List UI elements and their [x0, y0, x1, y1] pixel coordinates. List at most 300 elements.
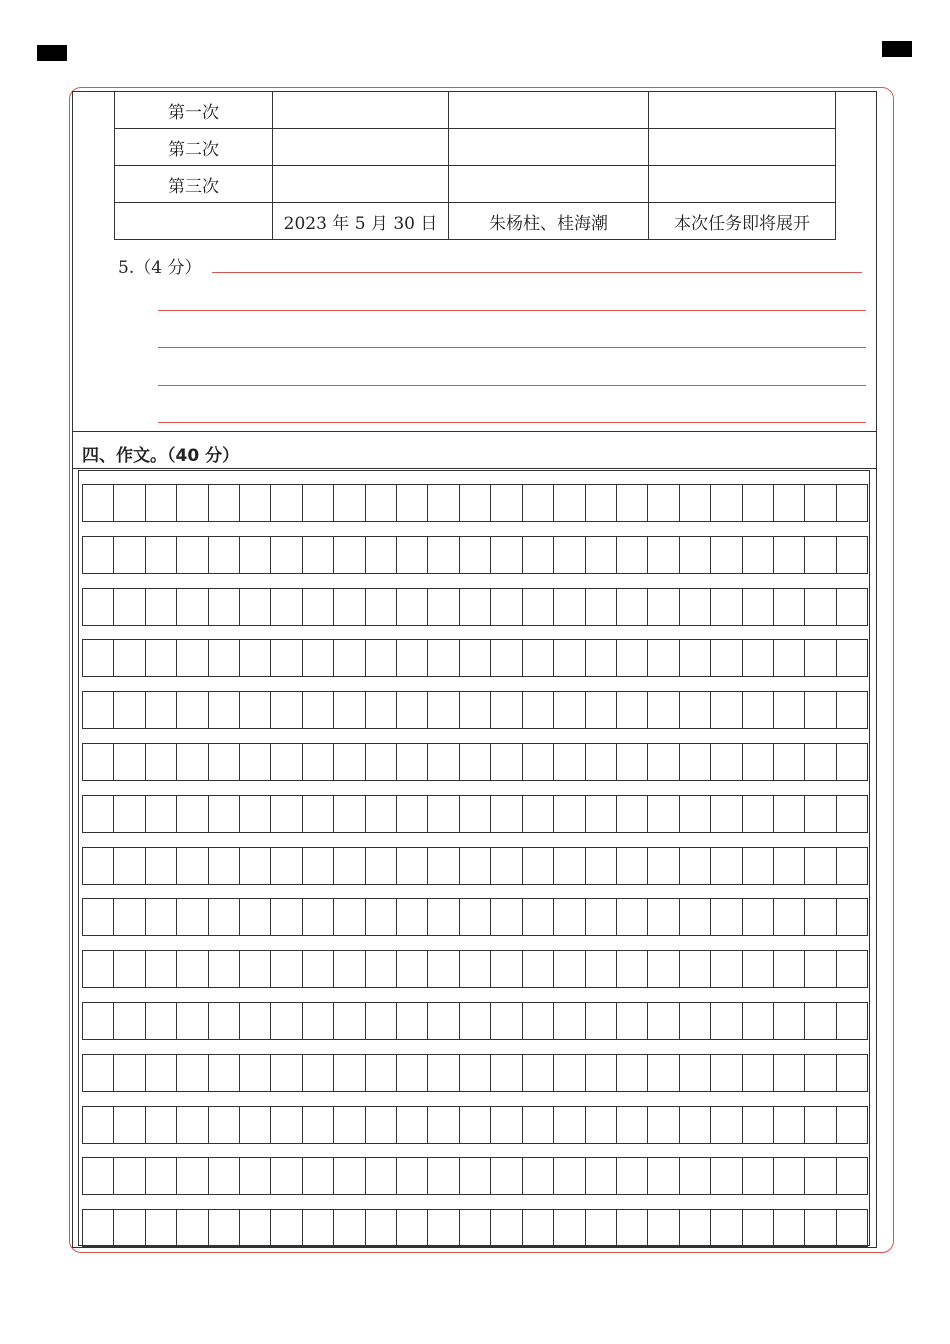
- essay-grid-cell[interactable]: [805, 589, 836, 625]
- essay-grid-cell[interactable]: [303, 1003, 334, 1039]
- essay-grid-cell[interactable]: [680, 951, 711, 987]
- essay-grid-cell[interactable]: [303, 1210, 334, 1246]
- essay-grid-cell[interactable]: [303, 1055, 334, 1091]
- essay-grid-cell[interactable]: [586, 1055, 617, 1091]
- essay-grid-cell[interactable]: [334, 537, 365, 573]
- essay-grid-cell[interactable]: [428, 1158, 459, 1194]
- essay-grid-cell[interactable]: [837, 1107, 868, 1143]
- essay-grid-cell[interactable]: [523, 1055, 554, 1091]
- essay-grid-cell[interactable]: [774, 848, 805, 884]
- essay-grid-cell[interactable]: [334, 744, 365, 780]
- essay-grid-cell[interactable]: [146, 1210, 177, 1246]
- essay-grid-cell[interactable]: [114, 1055, 145, 1091]
- essay-grid-cell[interactable]: [366, 899, 397, 935]
- essay-grid-cell[interactable]: [491, 744, 522, 780]
- essay-grid-cell[interactable]: [491, 1003, 522, 1039]
- essay-grid-cell[interactable]: [491, 537, 522, 573]
- essay-grid-cell[interactable]: [648, 589, 679, 625]
- essay-grid-cell[interactable]: [209, 537, 240, 573]
- essay-grid-cell[interactable]: [271, 1107, 302, 1143]
- essay-grid-cell[interactable]: [523, 1003, 554, 1039]
- essay-grid-cell[interactable]: [146, 485, 177, 521]
- essay-grid-cell[interactable]: [586, 796, 617, 832]
- essay-grid-cell[interactable]: [428, 640, 459, 676]
- essay-grid-cell[interactable]: [554, 1158, 585, 1194]
- essay-grid-cell[interactable]: [146, 1055, 177, 1091]
- essay-grid-cell[interactable]: [271, 1003, 302, 1039]
- essay-grid-cell[interactable]: [209, 485, 240, 521]
- essay-grid-cell[interactable]: [397, 640, 428, 676]
- essay-grid-cell[interactable]: [586, 744, 617, 780]
- essay-grid-cell[interactable]: [177, 744, 208, 780]
- essay-grid-cell[interactable]: [680, 537, 711, 573]
- answer-line[interactable]: [158, 310, 866, 311]
- essay-grid-cell[interactable]: [428, 692, 459, 728]
- essay-grid-cell[interactable]: [177, 951, 208, 987]
- essay-grid-cell[interactable]: [146, 951, 177, 987]
- essay-grid-cell[interactable]: [114, 537, 145, 573]
- essay-grid-cell[interactable]: [334, 1210, 365, 1246]
- essay-grid-cell[interactable]: [491, 1210, 522, 1246]
- essay-grid-cell[interactable]: [648, 1107, 679, 1143]
- essay-grid-cell[interactable]: [711, 1055, 742, 1091]
- essay-grid-cell[interactable]: [774, 744, 805, 780]
- essay-grid-cell[interactable]: [774, 1003, 805, 1039]
- essay-grid-cell[interactable]: [680, 848, 711, 884]
- essay-grid-cell[interactable]: [146, 1003, 177, 1039]
- essay-grid-cell[interactable]: [648, 899, 679, 935]
- essay-grid-cell[interactable]: [805, 1055, 836, 1091]
- essay-grid-cell[interactable]: [711, 951, 742, 987]
- essay-grid-cell[interactable]: [177, 848, 208, 884]
- essay-grid-cell[interactable]: [711, 1210, 742, 1246]
- essay-grid-cell[interactable]: [397, 537, 428, 573]
- essay-grid-cell[interactable]: [837, 1158, 868, 1194]
- essay-grid-cell[interactable]: [271, 744, 302, 780]
- essay-grid-cell[interactable]: [617, 796, 648, 832]
- essay-grid-cell[interactable]: [428, 1107, 459, 1143]
- essay-grid-cell[interactable]: [586, 485, 617, 521]
- essay-grid-cell[interactable]: [648, 537, 679, 573]
- essay-grid-cell[interactable]: [177, 640, 208, 676]
- essay-grid-cell[interactable]: [83, 796, 114, 832]
- essay-grid-cell[interactable]: [334, 796, 365, 832]
- essay-grid-cell[interactable]: [271, 951, 302, 987]
- essay-grid-cell[interactable]: [680, 1003, 711, 1039]
- answer-line[interactable]: [158, 385, 866, 386]
- date-cell[interactable]: [273, 166, 449, 203]
- essay-grid-cell[interactable]: [177, 589, 208, 625]
- essay-grid-cell[interactable]: [366, 692, 397, 728]
- essay-grid-cell[interactable]: [114, 640, 145, 676]
- essay-grid-cell[interactable]: [460, 848, 491, 884]
- essay-grid-cell[interactable]: [617, 1107, 648, 1143]
- essay-grid-cell[interactable]: [428, 1210, 459, 1246]
- essay-grid-cell[interactable]: [617, 589, 648, 625]
- date-cell[interactable]: [273, 129, 449, 166]
- essay-grid-cell[interactable]: [397, 589, 428, 625]
- essay-grid-cell[interactable]: [209, 1107, 240, 1143]
- essay-grid-cell[interactable]: [460, 537, 491, 573]
- essay-grid-cell[interactable]: [303, 796, 334, 832]
- essay-grid-cell[interactable]: [523, 1158, 554, 1194]
- essay-grid-cell[interactable]: [648, 1055, 679, 1091]
- essay-grid-cell[interactable]: [114, 848, 145, 884]
- essay-grid-cell[interactable]: [240, 1210, 271, 1246]
- essay-grid-cell[interactable]: [114, 692, 145, 728]
- essay-grid-cell[interactable]: [240, 796, 271, 832]
- essay-grid-cell[interactable]: [303, 744, 334, 780]
- essay-grid-cell[interactable]: [114, 1158, 145, 1194]
- essay-grid-cell[interactable]: [586, 537, 617, 573]
- essay-grid-cell[interactable]: [774, 796, 805, 832]
- essay-grid-cell[interactable]: [805, 951, 836, 987]
- essay-grid-cell[interactable]: [743, 589, 774, 625]
- essay-grid-cell[interactable]: [711, 1158, 742, 1194]
- essay-grid-cell[interactable]: [83, 951, 114, 987]
- essay-grid-cell[interactable]: [83, 1055, 114, 1091]
- essay-grid-cell[interactable]: [648, 640, 679, 676]
- essay-grid-cell[interactable]: [271, 537, 302, 573]
- essay-grid-cell[interactable]: [209, 796, 240, 832]
- essay-grid-cell[interactable]: [711, 899, 742, 935]
- essay-grid-cell[interactable]: [460, 485, 491, 521]
- essay-grid-cell[interactable]: [177, 796, 208, 832]
- essay-grid-cell[interactable]: [271, 1158, 302, 1194]
- essay-grid-cell[interactable]: [83, 640, 114, 676]
- essay-grid-cell[interactable]: [460, 640, 491, 676]
- essay-grid-cell[interactable]: [680, 899, 711, 935]
- essay-grid-cell[interactable]: [554, 589, 585, 625]
- essay-grid-cell[interactable]: [240, 951, 271, 987]
- essay-grid-cell[interactable]: [209, 848, 240, 884]
- essay-grid-cell[interactable]: [209, 744, 240, 780]
- essay-grid-cell[interactable]: [271, 796, 302, 832]
- essay-grid-cell[interactable]: [146, 1158, 177, 1194]
- essay-grid-cell[interactable]: [83, 692, 114, 728]
- answer-line[interactable]: [158, 422, 866, 423]
- essay-grid-cell[interactable]: [177, 899, 208, 935]
- essay-grid-cell[interactable]: [648, 1158, 679, 1194]
- essay-grid-cell[interactable]: [586, 1107, 617, 1143]
- essay-grid-cell[interactable]: [271, 640, 302, 676]
- essay-grid-cell[interactable]: [743, 1003, 774, 1039]
- essay-grid-cell[interactable]: [774, 899, 805, 935]
- people-cell[interactable]: [449, 166, 649, 203]
- essay-grid-cell[interactable]: [586, 589, 617, 625]
- essay-grid-cell[interactable]: [303, 848, 334, 884]
- note-cell[interactable]: [649, 92, 836, 129]
- essay-grid-cell[interactable]: [586, 1210, 617, 1246]
- essay-grid-cell[interactable]: [209, 589, 240, 625]
- essay-grid-cell[interactable]: [711, 744, 742, 780]
- essay-grid-cell[interactable]: [114, 1107, 145, 1143]
- essay-grid-cell[interactable]: [240, 692, 271, 728]
- essay-grid-cell[interactable]: [774, 1210, 805, 1246]
- essay-grid-cell[interactable]: [366, 1210, 397, 1246]
- essay-grid-cell[interactable]: [743, 899, 774, 935]
- essay-grid-cell[interactable]: [460, 899, 491, 935]
- essay-grid-cell[interactable]: [491, 796, 522, 832]
- essay-grid-cell[interactable]: [523, 744, 554, 780]
- essay-grid-cell[interactable]: [680, 1210, 711, 1246]
- essay-grid-cell[interactable]: [648, 744, 679, 780]
- essay-grid-cell[interactable]: [366, 1003, 397, 1039]
- essay-grid-cell[interactable]: [837, 1003, 868, 1039]
- essay-grid-cell[interactable]: [711, 640, 742, 676]
- essay-grid-cell[interactable]: [774, 1158, 805, 1194]
- essay-grid-cell[interactable]: [397, 951, 428, 987]
- essay-grid-cell[interactable]: [271, 1055, 302, 1091]
- essay-grid-cell[interactable]: [428, 485, 459, 521]
- essay-grid-cell[interactable]: [334, 1003, 365, 1039]
- essay-grid-cell[interactable]: [303, 485, 334, 521]
- essay-grid-cell[interactable]: [554, 537, 585, 573]
- essay-grid-cell[interactable]: [743, 1055, 774, 1091]
- essay-grid-cell[interactable]: [523, 537, 554, 573]
- people-cell[interactable]: [449, 129, 649, 166]
- essay-grid-cell[interactable]: [774, 589, 805, 625]
- essay-grid-cell[interactable]: [83, 1210, 114, 1246]
- essay-grid-cell[interactable]: [554, 1055, 585, 1091]
- essay-grid-cell[interactable]: [334, 848, 365, 884]
- essay-grid-cell[interactable]: [617, 1003, 648, 1039]
- essay-grid-cell[interactable]: [428, 899, 459, 935]
- essay-grid-cell[interactable]: [648, 951, 679, 987]
- essay-grid-cell[interactable]: [303, 640, 334, 676]
- essay-grid-cell[interactable]: [523, 1210, 554, 1246]
- essay-grid-cell[interactable]: [240, 1158, 271, 1194]
- essay-grid-cell[interactable]: [397, 796, 428, 832]
- essay-grid-cell[interactable]: [554, 899, 585, 935]
- essay-grid-cell[interactable]: [774, 1107, 805, 1143]
- essay-grid-cell[interactable]: [114, 589, 145, 625]
- essay-grid-cell[interactable]: [240, 899, 271, 935]
- essay-grid-cell[interactable]: [617, 1158, 648, 1194]
- essay-grid-cell[interactable]: [397, 1055, 428, 1091]
- essay-grid-cell[interactable]: [460, 951, 491, 987]
- essay-grid-cell[interactable]: [837, 692, 868, 728]
- essay-grid-cell[interactable]: [460, 1158, 491, 1194]
- essay-grid-cell[interactable]: [146, 589, 177, 625]
- essay-grid-cell[interactable]: [334, 589, 365, 625]
- essay-grid-cell[interactable]: [837, 796, 868, 832]
- essay-grid-cell[interactable]: [586, 848, 617, 884]
- essay-grid-cell[interactable]: [428, 1055, 459, 1091]
- essay-grid-cell[interactable]: [743, 796, 774, 832]
- essay-grid-cell[interactable]: [491, 1055, 522, 1091]
- essay-grid-cell[interactable]: [397, 692, 428, 728]
- essay-grid-cell[interactable]: [240, 589, 271, 625]
- essay-grid-cell[interactable]: [397, 1210, 428, 1246]
- note-cell[interactable]: [649, 129, 836, 166]
- essay-grid-cell[interactable]: [83, 485, 114, 521]
- essay-grid-cell[interactable]: [271, 589, 302, 625]
- answer-line[interactable]: [158, 347, 866, 348]
- essay-grid-cell[interactable]: [774, 640, 805, 676]
- essay-grid-cell[interactable]: [743, 951, 774, 987]
- essay-grid-cell[interactable]: [523, 640, 554, 676]
- essay-grid-cell[interactable]: [648, 848, 679, 884]
- essay-grid-cell[interactable]: [240, 744, 271, 780]
- essay-grid-cell[interactable]: [837, 640, 868, 676]
- essay-grid-cell[interactable]: [743, 640, 774, 676]
- essay-grid-cell[interactable]: [554, 1003, 585, 1039]
- essay-grid-cell[interactable]: [460, 589, 491, 625]
- essay-grid-cell[interactable]: [114, 485, 145, 521]
- essay-grid-cell[interactable]: [209, 692, 240, 728]
- essay-grid-cell[interactable]: [114, 1003, 145, 1039]
- essay-grid-cell[interactable]: [177, 692, 208, 728]
- essay-grid-cell[interactable]: [523, 589, 554, 625]
- essay-grid-cell[interactable]: [83, 589, 114, 625]
- essay-grid-cell[interactable]: [366, 537, 397, 573]
- essay-grid-cell[interactable]: [805, 848, 836, 884]
- essay-grid-cell[interactable]: [114, 951, 145, 987]
- essay-grid-cell[interactable]: [711, 796, 742, 832]
- essay-grid-cell[interactable]: [177, 1158, 208, 1194]
- essay-grid-cell[interactable]: [397, 744, 428, 780]
- essay-grid-cell[interactable]: [554, 744, 585, 780]
- essay-grid-cell[interactable]: [366, 1107, 397, 1143]
- essay-grid-cell[interactable]: [114, 744, 145, 780]
- essay-grid-cell[interactable]: [743, 1210, 774, 1246]
- essay-grid-cell[interactable]: [114, 899, 145, 935]
- essay-grid-cell[interactable]: [680, 485, 711, 521]
- essay-grid-cell[interactable]: [648, 692, 679, 728]
- essay-grid-cell[interactable]: [83, 848, 114, 884]
- essay-grid-cell[interactable]: [837, 951, 868, 987]
- essay-grid-cell[interactable]: [837, 537, 868, 573]
- essay-grid-cell[interactable]: [523, 899, 554, 935]
- essay-grid-cell[interactable]: [805, 485, 836, 521]
- essay-grid-cell[interactable]: [743, 537, 774, 573]
- essay-grid-cell[interactable]: [428, 537, 459, 573]
- essay-grid-cell[interactable]: [586, 899, 617, 935]
- essay-grid-cell[interactable]: [366, 485, 397, 521]
- essay-grid-cell[interactable]: [523, 951, 554, 987]
- essay-grid-cell[interactable]: [334, 899, 365, 935]
- essay-grid-cell[interactable]: [774, 537, 805, 573]
- essay-grid-cell[interactable]: [397, 899, 428, 935]
- essay-grid-cell[interactable]: [177, 537, 208, 573]
- essay-grid-cell[interactable]: [428, 1003, 459, 1039]
- essay-grid-cell[interactable]: [271, 1210, 302, 1246]
- essay-grid-cell[interactable]: [523, 485, 554, 521]
- essay-grid-cell[interactable]: [83, 537, 114, 573]
- essay-grid-cell[interactable]: [617, 899, 648, 935]
- essay-grid-cell[interactable]: [743, 1158, 774, 1194]
- essay-grid-cell[interactable]: [303, 692, 334, 728]
- essay-grid-cell[interactable]: [303, 899, 334, 935]
- essay-grid-cell[interactable]: [146, 848, 177, 884]
- essay-grid-cell[interactable]: [523, 692, 554, 728]
- essay-grid-cell[interactable]: [240, 848, 271, 884]
- essay-grid-cell[interactable]: [837, 1210, 868, 1246]
- essay-grid-cell[interactable]: [428, 951, 459, 987]
- essay-grid-cell[interactable]: [303, 537, 334, 573]
- essay-grid-cell[interactable]: [711, 589, 742, 625]
- essay-grid-cell[interactable]: [554, 640, 585, 676]
- essay-grid-cell[interactable]: [523, 796, 554, 832]
- essay-grid-cell[interactable]: [805, 899, 836, 935]
- essay-grid-cell[interactable]: [554, 1107, 585, 1143]
- essay-grid-cell[interactable]: [491, 640, 522, 676]
- essay-grid-cell[interactable]: [146, 744, 177, 780]
- essay-grid-cell[interactable]: [428, 589, 459, 625]
- essay-grid-cell[interactable]: [680, 1107, 711, 1143]
- essay-grid-cell[interactable]: [743, 848, 774, 884]
- essay-grid-cell[interactable]: [837, 899, 868, 935]
- essay-grid-cell[interactable]: [240, 640, 271, 676]
- essay-grid-cell[interactable]: [837, 744, 868, 780]
- essay-grid-cell[interactable]: [460, 1003, 491, 1039]
- essay-grid-cell[interactable]: [774, 1055, 805, 1091]
- essay-grid-cell[interactable]: [366, 744, 397, 780]
- essay-grid-cell[interactable]: [743, 744, 774, 780]
- essay-grid-cell[interactable]: [146, 537, 177, 573]
- essay-grid-cell[interactable]: [428, 848, 459, 884]
- essay-grid-cell[interactable]: [805, 1003, 836, 1039]
- essay-grid-cell[interactable]: [209, 951, 240, 987]
- essay-grid-cell[interactable]: [554, 951, 585, 987]
- essay-grid-cell[interactable]: [617, 1210, 648, 1246]
- essay-grid-cell[interactable]: [805, 537, 836, 573]
- essay-grid-cell[interactable]: [680, 1158, 711, 1194]
- essay-grid-cell[interactable]: [83, 899, 114, 935]
- essay-grid-cell[interactable]: [805, 1158, 836, 1194]
- essay-grid-cell[interactable]: [617, 692, 648, 728]
- essay-grid-cell[interactable]: [240, 1003, 271, 1039]
- essay-grid-cell[interactable]: [397, 848, 428, 884]
- essay-grid-cell[interactable]: [366, 796, 397, 832]
- essay-grid-cell[interactable]: [554, 485, 585, 521]
- essay-grid-cell[interactable]: [209, 1158, 240, 1194]
- essay-grid-cell[interactable]: [428, 796, 459, 832]
- essay-grid-cell[interactable]: [711, 692, 742, 728]
- essay-grid-cell[interactable]: [460, 1210, 491, 1246]
- essay-grid-cell[interactable]: [711, 1003, 742, 1039]
- essay-grid-cell[interactable]: [146, 640, 177, 676]
- essay-grid-cell[interactable]: [774, 951, 805, 987]
- essay-grid-cell[interactable]: [83, 1107, 114, 1143]
- essay-grid-cell[interactable]: [177, 1107, 208, 1143]
- essay-grid-cell[interactable]: [586, 1003, 617, 1039]
- essay-grid-cell[interactable]: [617, 537, 648, 573]
- essay-grid-cell[interactable]: [774, 692, 805, 728]
- essay-grid-cell[interactable]: [177, 485, 208, 521]
- essay-grid-cell[interactable]: [209, 1210, 240, 1246]
- essay-grid-cell[interactable]: [114, 796, 145, 832]
- essay-grid-cell[interactable]: [617, 1055, 648, 1091]
- essay-grid-cell[interactable]: [146, 692, 177, 728]
- essay-grid-cell[interactable]: [648, 1003, 679, 1039]
- essay-grid-cell[interactable]: [491, 899, 522, 935]
- essay-grid-cell[interactable]: [586, 951, 617, 987]
- essay-grid-cell[interactable]: [303, 589, 334, 625]
- essay-grid-cell[interactable]: [491, 589, 522, 625]
- answer-line[interactable]: [212, 272, 862, 273]
- essay-grid-cell[interactable]: [460, 1107, 491, 1143]
- essay-grid-cell[interactable]: [711, 537, 742, 573]
- essay-grid-cell[interactable]: [586, 640, 617, 676]
- essay-grid-cell[interactable]: [617, 848, 648, 884]
- essay-grid-cell[interactable]: [680, 589, 711, 625]
- essay-grid-cell[interactable]: [554, 692, 585, 728]
- essay-grid-cell[interactable]: [743, 1107, 774, 1143]
- essay-grid-cell[interactable]: [774, 485, 805, 521]
- essay-grid-cell[interactable]: [209, 1003, 240, 1039]
